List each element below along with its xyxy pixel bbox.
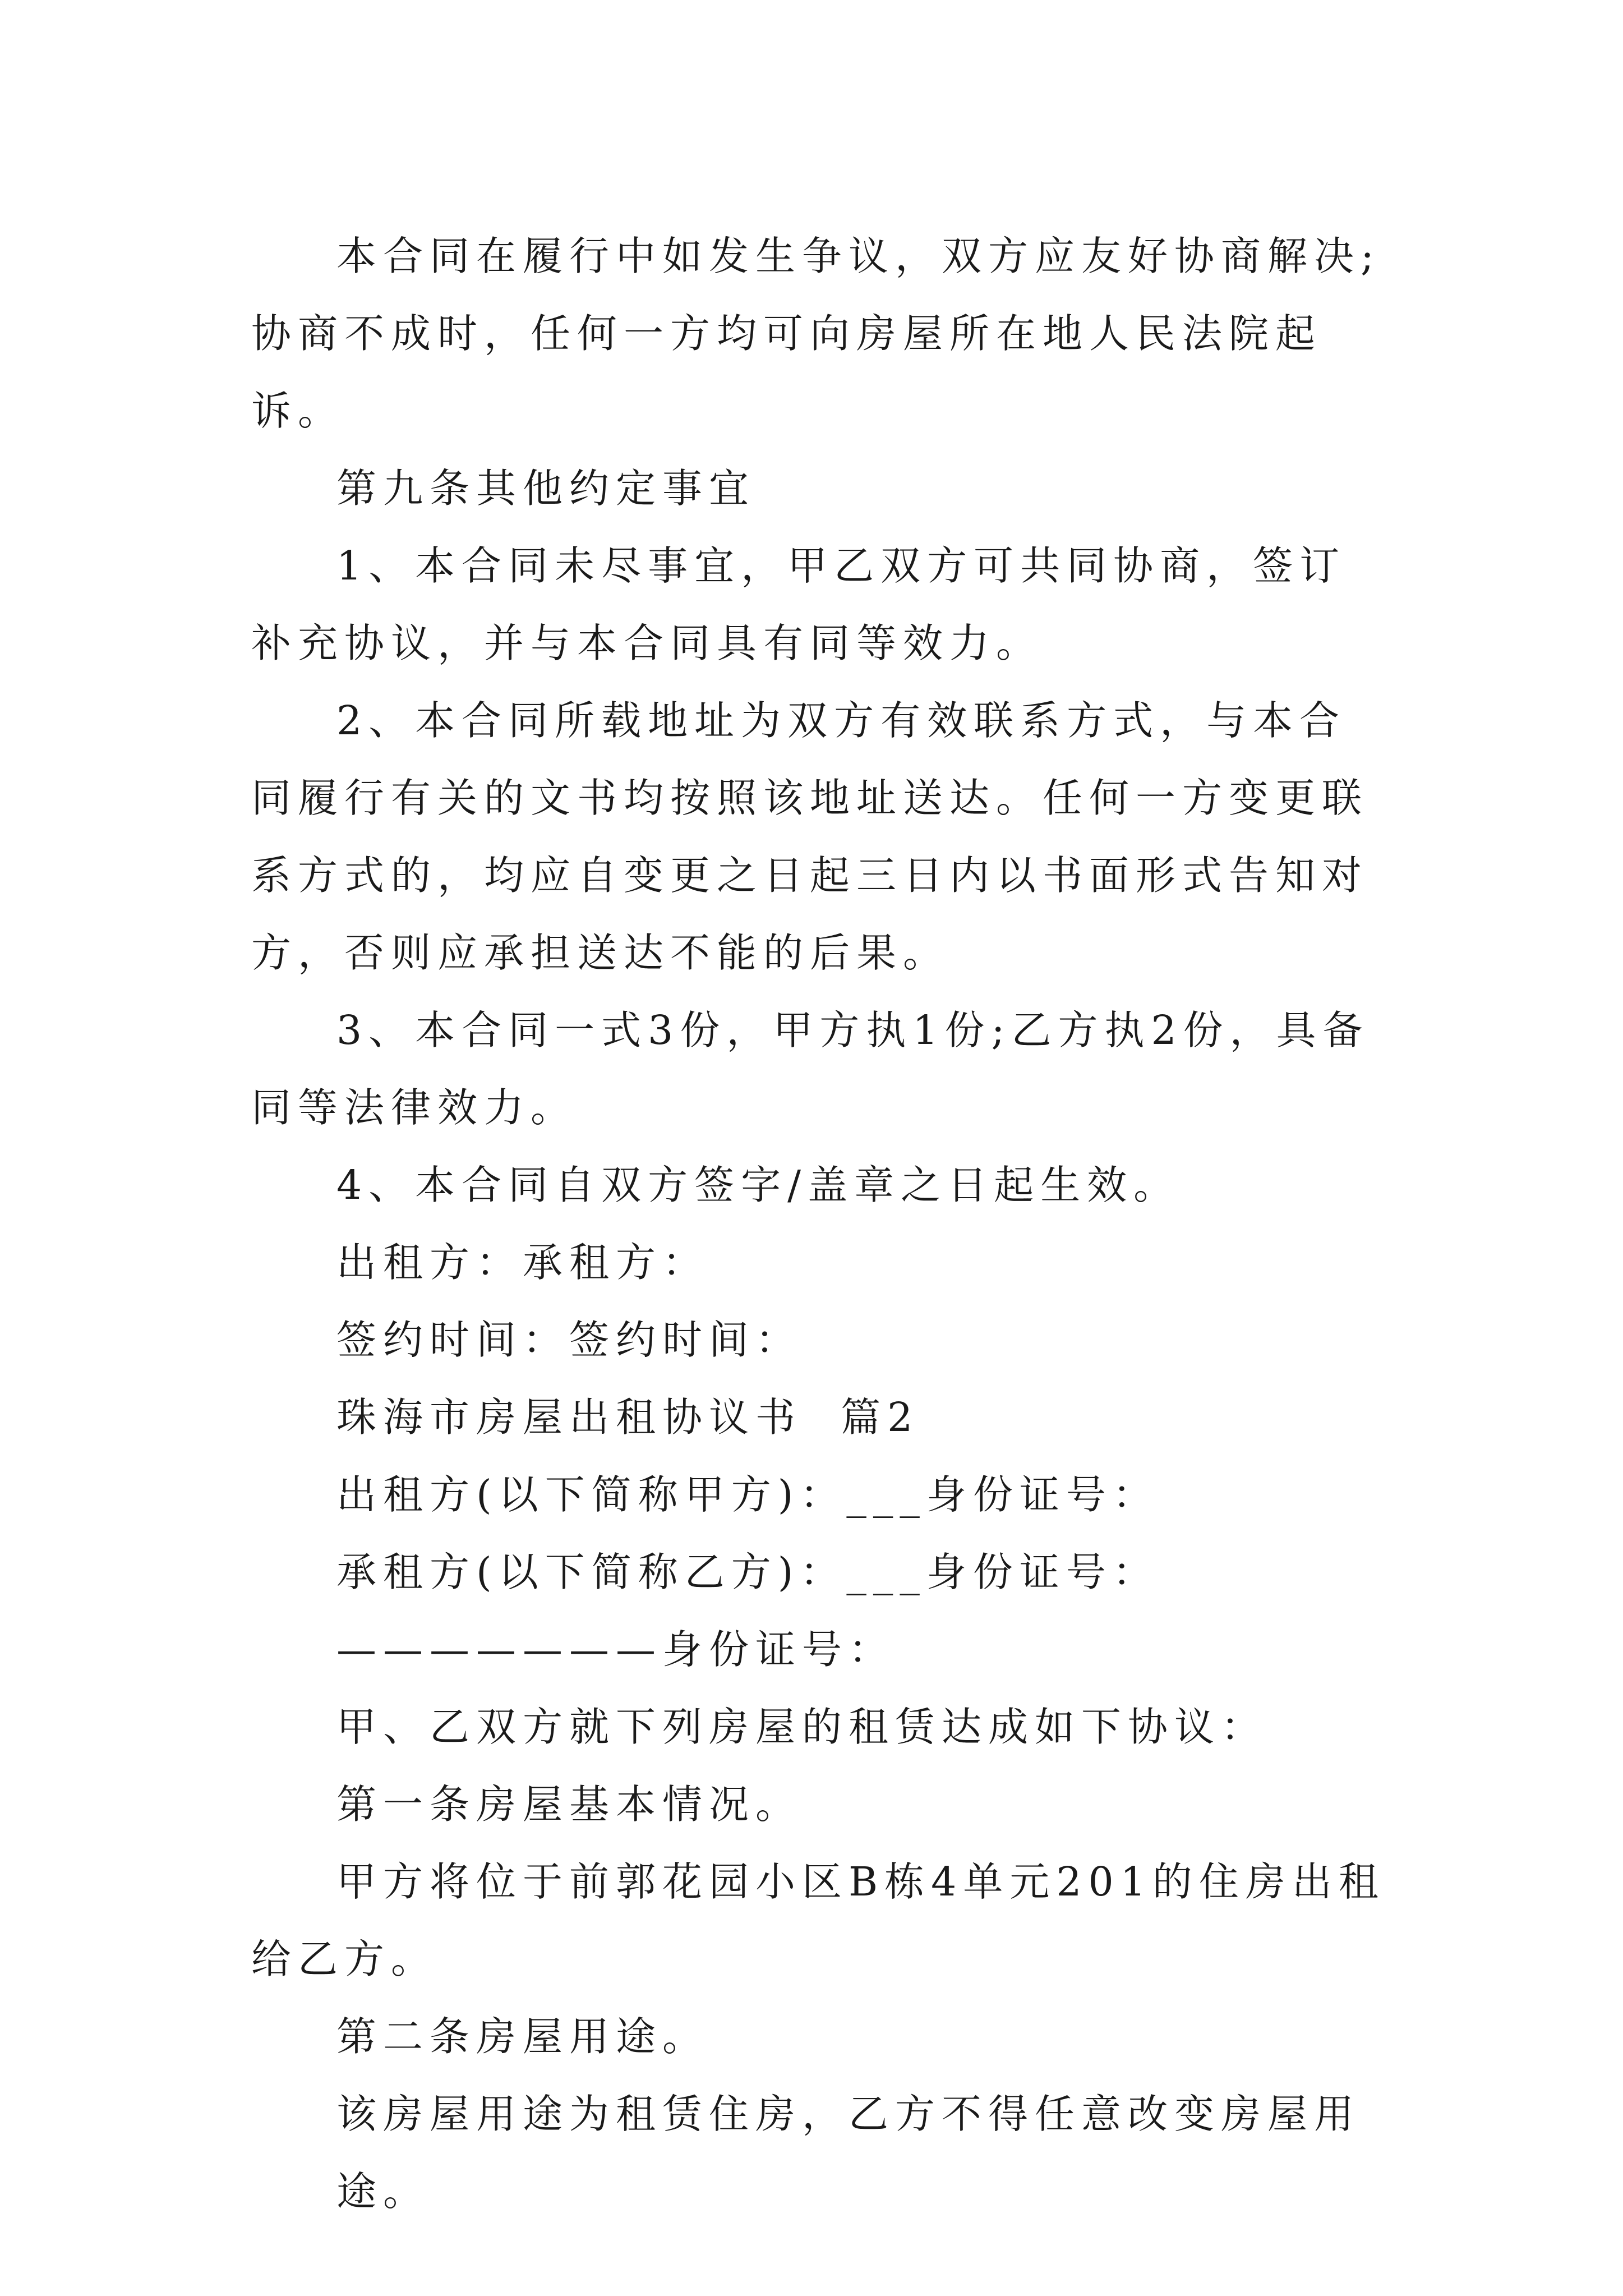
document-body: [251, 218, 1393, 2230]
paragraph-clause-4: 4、本合同自双方签字/盖章之日起生效。: [336, 1162, 1181, 1208]
heading-article-1: 第一条房屋基本情况。: [336, 1781, 803, 1828]
agreement-intro: 甲、乙双方就下列房屋的租赁达成如下协议：: [336, 1704, 1268, 1750]
paragraph-clause-1: 1、本合同未尽事宜，甲乙双方可共同协商，签订补充协议，并与本合同具有同等效力。: [251, 542, 1347, 666]
paragraph-property-use: 该房屋用途为租赁住房，乙方不得任意改变房屋用途。: [336, 2091, 1361, 2215]
signature-date-line: 签约时间：签约时间：: [336, 1317, 803, 1363]
extra-id-line: ———————身份证号：: [336, 1626, 896, 1673]
paragraph-clause-3: 3、本合同一式3份，甲方执1份;乙方执2份，具备同等法律效力。: [251, 1007, 1370, 1131]
paragraph-dispute-resolution: 本合同在履行中如发生争议，双方应友好协商解决;协商不成时，任何一方均可向房屋所在地人民法院起诉。: [251, 233, 1381, 434]
heading-article-9: 第九条其他约定事宜: [336, 465, 756, 512]
paragraph-property-location: 甲方将位于前郭花园小区B栋4单元201的住房出租给乙方。: [251, 1858, 1385, 1982]
heading-article-2: 第二条房屋用途。: [336, 2013, 709, 2060]
section-title-part-2: 珠海市房屋出租协议书 篇2: [336, 1394, 920, 1441]
signature-parties-line: 出租方：承租方：: [336, 1239, 709, 1286]
lessee-id-line: 承租方(以下简称乙方)：___身份证号：: [336, 1549, 1159, 1595]
lessor-id-line: 出租方(以下简称甲方)：___身份证号：: [336, 1471, 1159, 1518]
paragraph-clause-2: 2、本合同所载地址为双方有效联系方式，与本合同履行有关的文书均按照该地址送达。任何一方变更联系方式的，均应自变更之日起三日内以书面形式告知对方，否则应承担送达不能的后果。: [251, 697, 1369, 976]
